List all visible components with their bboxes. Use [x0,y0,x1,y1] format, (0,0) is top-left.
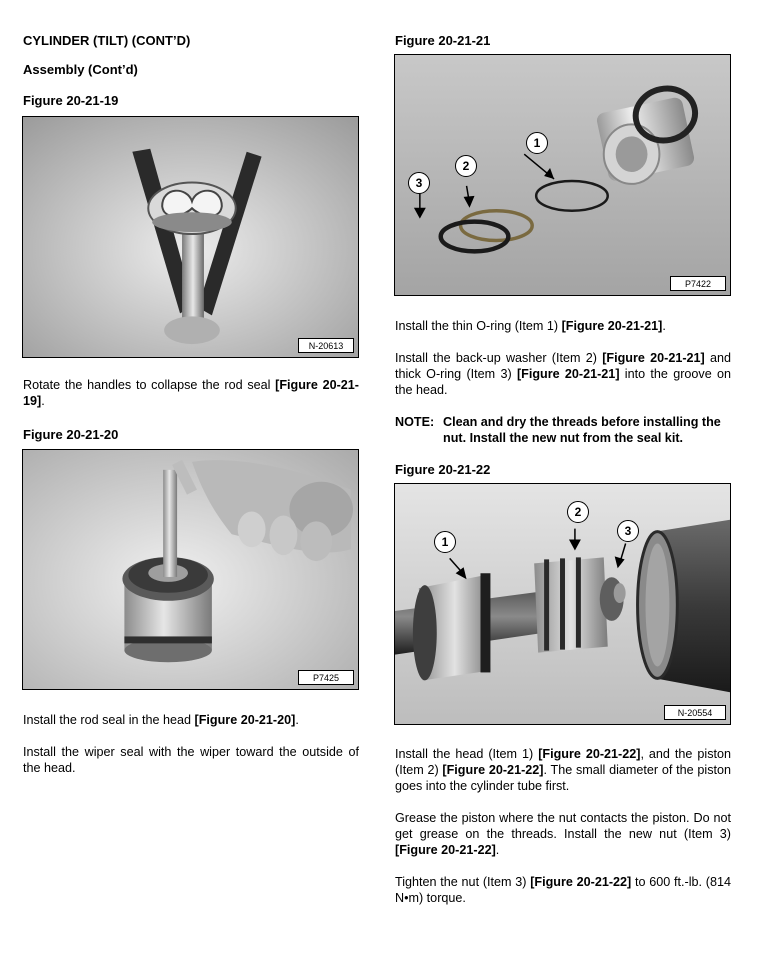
photo-id-20: P7425 [298,670,354,685]
paragraph-tighten-nut: Tighten the nut (Item 3) [Figure 20-21-22] to 600 ft.-lb. (814 N•m) torque. [395,875,731,905]
photo-id-19: N-20613 [298,338,354,353]
figure-ref: [Figure 20-21-21] [561,319,663,333]
callout-item-1: 1 [526,132,548,154]
callout-item-1: 1 [434,531,456,553]
figure-ref: [Figure 20-21-22] [442,763,544,777]
figure-ref: [Figure 20-21-22] [395,843,496,857]
figure-caption-21: Figure 20-21-21 [395,33,491,48]
photo-id-21: P7422 [670,276,726,291]
figure-ref: [Figure 20-21-22] [538,747,641,761]
paragraph-install-head-piston: Install the head (Item 1) [Figure 20-21-22], and the piston (Item 2) [Figure 20-21-22]. The small diameter of the piston goes into the cylinder tube first. [395,747,732,793]
callout-item-2: 2 [567,501,589,523]
note-label: NOTE: [395,415,435,429]
figure-20-21-22-photo [394,483,731,725]
figure-ref: [Figure 20-21-20] [194,713,296,727]
paragraph-grease-piston: Grease the piston where the nut contacts the piston. Do not get grease on the threads. Install the new nut (Item 3) [Figure 20-21-22]. [395,811,731,857]
figure-ref: [Figure 20-21-21] [602,351,705,365]
figure-20-21-19-photo [22,116,359,358]
figure-caption-22: Figure 20-21-22 [395,462,491,477]
note-text: Clean and dry the threads before installing the nut. Install the new nut from the seal kit. [443,415,721,445]
figure-20-21-21-photo [394,54,731,296]
figure-ref: [Figure 20-21-19] [23,378,359,408]
figure-ref: [Figure 20-21-22] [530,875,632,889]
callout-item-3: 3 [617,520,639,542]
figure-20-21-20-photo [22,449,359,690]
paragraph-install-rod-seal: Install the rod seal in the head [Figure 20-21-20]. [23,713,299,727]
paragraph-install-wiper-seal: Install the wiper seal with the wiper toward the outside of the head. [23,745,359,775]
subsection-title: Assembly (Cont’d) [23,62,138,77]
figure-caption-19: Figure 20-21-19 [23,93,119,108]
callout-item-3: 3 [408,172,430,194]
callout-item-2: 2 [455,155,477,177]
paragraph-install-backup-washer: Install the back-up washer (Item 2) [Figure 20-21-21] and thick O-ring (Item 3) [Figure 20-21-21] into the groove on the head. [395,351,732,397]
paragraph-install-thin-oring: Install the thin O-ring (Item 1) [Figure 20-21-21]. [395,319,666,333]
section-title: CYLINDER (TILT) (CONT’D) [23,33,191,48]
paragraph-rotate-handles: Rotate the handles to collapse the rod seal [Figure 20-21-19]. [23,378,359,408]
figure-caption-20: Figure 20-21-20 [23,427,119,442]
photo-id-22: N-20554 [664,705,726,720]
figure-ref: [Figure 20-21-21] [516,367,620,381]
